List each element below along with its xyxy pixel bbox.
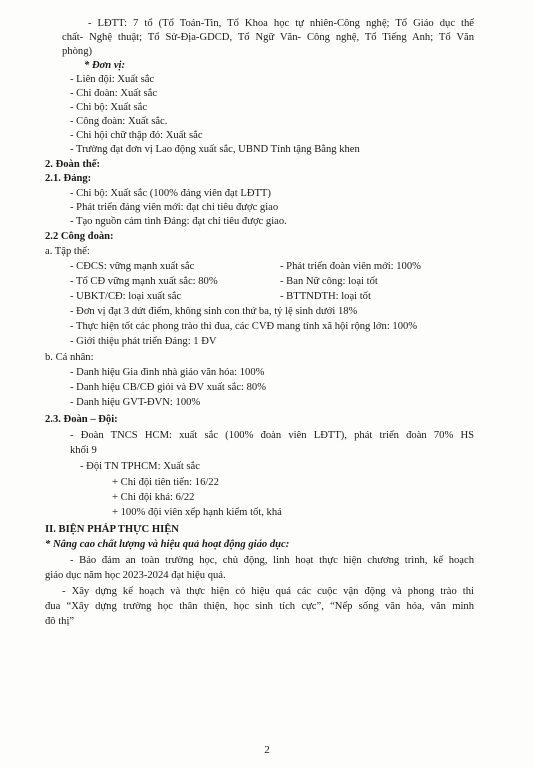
section-heading: 2.2 Công đoàn: — [45, 231, 114, 242]
list-item: - Phát triển đảng viên mới: đạt chỉ tiêu được giao — [70, 202, 279, 213]
section-heading: 2.3. Đoàn – Đội: — [45, 414, 118, 425]
list-item: - Danh hiệu Gia đình nhà giáo văn hóa: 100% — [70, 367, 265, 378]
text-line: - Xây dựng kế hoạch và thực hiện có hiệu quả các cuộc vận động và phong trào thi — [62, 586, 474, 597]
section-heading: * Nâng cao chất lượng và hiệu quả hoạt động giáo dục: — [45, 539, 290, 550]
list-item: - Ban Nữ công: loại tốt — [280, 276, 378, 287]
sub-heading: a. Tập thể: — [45, 246, 90, 257]
text-line: giáo dục năm học 2023-2024 đạt hiệu quả. — [45, 570, 226, 581]
list-item: - Thực hiện tốt các phong trào thi đua, các CVĐ mang tính xã hội rộng lớn: 100% — [70, 321, 418, 332]
list-item: - UBKT/CĐ: loại xuất sắc — [70, 291, 182, 302]
list-item: - Chi hội chữ thập đỏ: Xuất sắc — [70, 130, 203, 141]
sub-heading: b. Cá nhân: — [45, 352, 94, 363]
text-line: chất- Nghệ thuật; Tổ Sử-Địa-GDCD, Tổ Ngữ Văn- Công nghệ, Tổ Tiếng Anh; Tổ Văn — [62, 32, 474, 43]
list-item: - Chi bộ: Xuất sắc — [70, 102, 148, 113]
list-item: - Danh hiệu GVT-ĐVN: 100% — [70, 397, 201, 408]
list-item: - Chi đoàn: Xuất sắc — [70, 88, 158, 99]
list-item: + Chi đội tiên tiến: 16/22 — [112, 477, 219, 488]
text-line: đô thị” — [45, 616, 75, 627]
list-item: - Danh hiệu CB/CĐ giỏi và ĐV xuất sắc: 80% — [70, 382, 267, 393]
section-heading: II. BIỆN PHÁP THỰC HIỆN — [45, 524, 179, 535]
list-item: - Chi bộ: Xuất sắc (100% đảng viên đạt LĐTT) — [70, 188, 271, 199]
list-item: - Công đoàn: Xuất sắc. — [70, 116, 168, 127]
page-number: 2 — [264, 744, 270, 756]
list-item: - CĐCS: vững mạnh xuất sắc — [70, 261, 195, 272]
list-item: + 100% đội viên xếp hạnh kiểm tốt, khá — [112, 507, 282, 518]
list-item: - Phát triển đoàn viên mới: 100% — [280, 261, 421, 272]
list-item: - Đoàn TNCS HCM: xuất sắc (100% đoàn viên LĐTT), phát triển đoàn 70% HS — [70, 430, 474, 441]
text-line: - Bảo đảm an toàn trường học, chủ động, linh hoạt thực hiện chương trình, kế hoạch — [70, 555, 474, 566]
text-line: đua “Xây dựng trường học thân thiện, học sinh tích cực”, “Nếp sống văn hóa, văn minh — [45, 601, 474, 612]
text-line: phòng) — [62, 46, 93, 57]
text-line: - LĐTT: 7 tổ (Tổ Toán-Tin, Tổ Khoa học tự nhiên-Công nghệ; Tổ Giáo dục thể — [88, 18, 474, 29]
section-label: * Đơn vị: — [84, 60, 125, 71]
list-item: - Tổ CĐ vững mạnh xuất sắc: 80% — [70, 276, 218, 287]
section-heading: 2. Đoàn thể: — [45, 159, 101, 170]
list-item: - Liên đội: Xuất sắc — [70, 74, 155, 85]
list-item: - Tạo nguồn cảm tình Đảng: đạt chỉ tiêu được giao. — [70, 216, 287, 227]
section-heading: 2.1. Đảng: — [45, 173, 92, 184]
list-item: - BTTNDTH: loại tốt — [280, 291, 371, 302]
list-item: - Giới thiệu phát triển Đảng: 1 ĐV — [70, 336, 217, 347]
text-line: khối 9 — [70, 445, 97, 456]
list-item: - Đơn vị đạt 3 dứt điểm, không sinh con thứ ba, tỷ lệ sinh dưới 18% — [70, 306, 358, 317]
list-item: - Trường đạt đơn vị Lao động xuất sắc, UBND Tỉnh tặng Bằng khen — [70, 144, 360, 155]
list-item: + Chi đội khá: 6/22 — [112, 492, 195, 503]
list-item: - Đội TN TPHCM: Xuất sắc — [80, 461, 200, 472]
